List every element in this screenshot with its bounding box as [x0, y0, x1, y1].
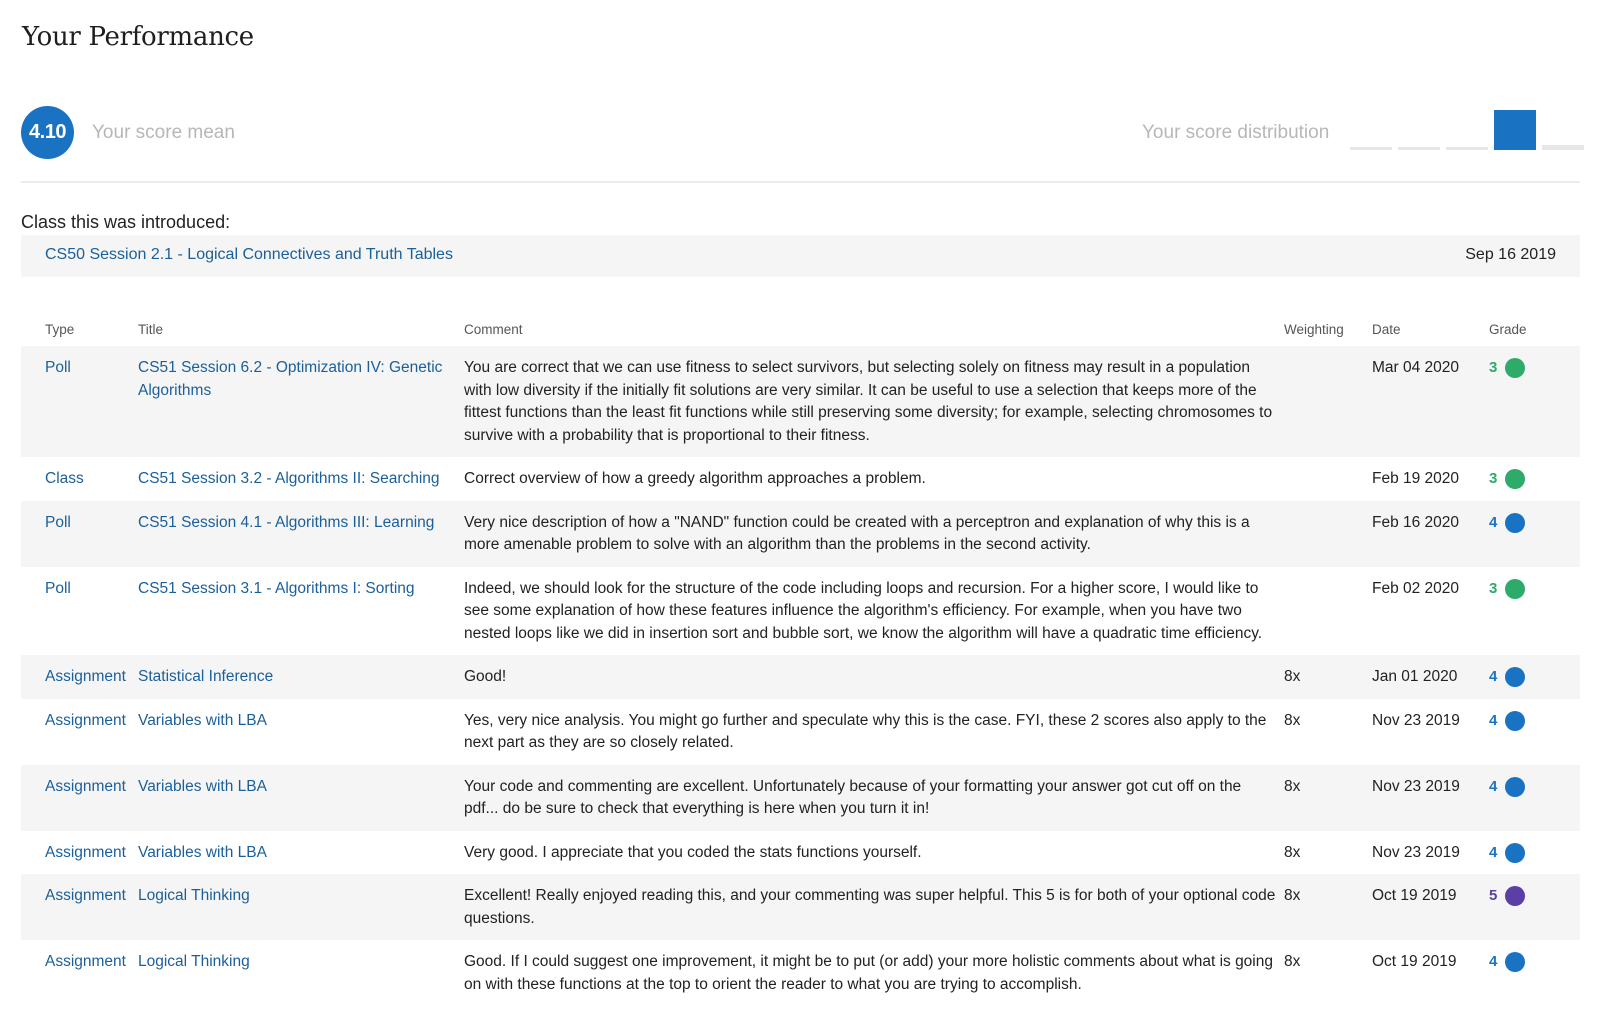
grade-value: 4	[1489, 668, 1498, 685]
header-grade: Grade	[1489, 321, 1527, 337]
table-row	[21, 874, 1580, 940]
header-comment: Comment	[464, 321, 523, 337]
row-date: Feb 16 2020	[1372, 513, 1460, 531]
row-grade	[1489, 699, 1580, 765]
row-type-link[interactable]: Class	[45, 470, 84, 487]
row-type-link[interactable]: Assignment	[45, 668, 126, 685]
table-row	[21, 940, 1580, 1006]
grade-value: 4	[1489, 777, 1498, 795]
table-row	[21, 457, 1580, 501]
header-weighting: Weighting	[1284, 321, 1344, 337]
grades-table-body	[21, 346, 1580, 1006]
row-grade	[1489, 765, 1580, 831]
row-comment: Very good. I appreciate that you coded the stats functions yourself.	[464, 843, 922, 861]
row-title-link[interactable]: Variables with LBA	[138, 843, 267, 861]
grade-dot-icon	[1505, 777, 1525, 797]
score-distribution-chart	[1350, 110, 1586, 150]
row-date: Mar 04 2020	[1372, 359, 1460, 376]
row-grade	[1489, 567, 1580, 656]
row-weighting: 8x	[1284, 711, 1301, 729]
section-divider	[21, 181, 1580, 183]
row-comment: Yes, very nice analysis. You might go further and speculate why this is the case. FYI, these 2 scores also apply to the next part as they are so closely related.	[464, 711, 1267, 751]
row-comment: Good. If I could suggest one improvement, it might be to put (or add) your more holistic comments about what is going on with these functions at the top to orient the reader to what you are trying to accomplish.	[464, 953, 1273, 993]
distribution-bar-3	[1446, 147, 1488, 150]
row-type-link[interactable]: Assignment	[45, 711, 126, 729]
row-type-link[interactable]: Poll	[45, 579, 71, 597]
row-date: Feb 19 2020	[1372, 470, 1460, 487]
row-weighting: 8x	[1284, 887, 1301, 904]
grade-dot-icon	[1505, 843, 1525, 863]
grade-value: 3	[1489, 359, 1498, 376]
distribution-bar-4	[1494, 110, 1536, 150]
grade-value: 4	[1489, 843, 1498, 861]
table-row	[21, 501, 1580, 567]
row-type-link[interactable]: Poll	[45, 513, 71, 531]
table-row	[21, 346, 1580, 457]
score-distribution-label: Your score distribution	[1142, 122, 1330, 143]
grade-dot-icon	[1505, 711, 1525, 731]
row-date: Oct 19 2019	[1372, 953, 1457, 970]
row-type-link[interactable]: Assignment	[45, 843, 126, 861]
grade-dot-icon	[1505, 358, 1525, 378]
row-date: Nov 23 2019	[1372, 777, 1460, 795]
row-title-link[interactable]: Variables with LBA	[138, 777, 267, 795]
row-grade	[1489, 457, 1580, 501]
grades-table	[21, 312, 1580, 1006]
row-date: Feb 02 2020	[1372, 579, 1460, 597]
row-title-link[interactable]: CS51 Session 4.1 - Algorithms III: Learning	[138, 513, 435, 531]
row-title-link[interactable]: Statistical Inference	[138, 668, 274, 685]
row-grade	[1489, 940, 1580, 1006]
row-type-link[interactable]: Poll	[45, 359, 71, 376]
header-date: Date	[1372, 321, 1401, 337]
distribution-bar-1	[1350, 147, 1392, 150]
grade-value: 4	[1489, 711, 1498, 729]
row-date: Nov 23 2019	[1372, 711, 1460, 729]
grade-value: 5	[1489, 887, 1498, 904]
row-grade	[1489, 831, 1580, 875]
table-row	[21, 831, 1580, 875]
row-comment: Indeed, we should look for the structure of the code including loops and recursion. For a higher score, I would like to see some explanation of how these features influence the algorithm's efficiency. For example, when you have two nested loops like we did in insertion sort and bubble sort, we know the algorithm will have a quadratic time efficiency.	[464, 579, 1263, 642]
class-introduced-date: Sep 16 2019	[1465, 246, 1556, 263]
grade-value: 3	[1489, 579, 1498, 597]
header-type: Type	[45, 321, 75, 337]
page-title: Your Performance	[22, 22, 254, 52]
row-weighting	[1284, 457, 1372, 501]
score-mean-badge: 4.10	[21, 106, 74, 159]
table-row	[21, 765, 1580, 831]
grade-value: 3	[1489, 470, 1498, 487]
row-grade	[1489, 346, 1580, 457]
table-header-row	[21, 312, 1580, 346]
row-title-link[interactable]: CS51 Session 6.2 - Optimization IV: Genetic Algorithms	[138, 359, 443, 399]
grade-dot-icon	[1505, 886, 1525, 906]
grade-dot-icon	[1505, 579, 1525, 599]
row-comment: Correct overview of how a greedy algorithm approaches a problem.	[464, 470, 926, 487]
score-mean-label: Your score mean	[92, 122, 235, 143]
row-weighting: 8x	[1284, 843, 1301, 861]
row-comment: Very nice description of how a "NAND" function could be created with a perceptron and explanation of why this is a more amenable problem to solve with an algorithm than the problems in the second activity.	[464, 513, 1250, 553]
row-comment: Your code and commenting are excellent. Unfortunately because of your formatting your answer got cut off on the pdf... do be sure to check that everything is here when you turn it in!	[464, 777, 1242, 817]
table-row	[21, 567, 1580, 656]
grade-value: 4	[1489, 513, 1498, 531]
row-title-link[interactable]: Logical Thinking	[138, 887, 250, 904]
distribution-bar-5	[1542, 145, 1584, 150]
grade-dot-icon	[1505, 469, 1525, 489]
row-weighting: 8x	[1284, 777, 1301, 795]
row-type-link[interactable]: Assignment	[45, 777, 126, 795]
distribution-bar-2	[1398, 147, 1440, 150]
row-title-link[interactable]: Logical Thinking	[138, 953, 250, 970]
row-date: Nov 23 2019	[1372, 843, 1460, 861]
grade-dot-icon	[1505, 667, 1525, 687]
grade-value: 4	[1489, 953, 1498, 970]
class-introduced-label: Class this was introduced:	[21, 212, 231, 232]
row-date: Jan 01 2020	[1372, 668, 1458, 685]
row-weighting: 8x	[1284, 668, 1301, 685]
row-grade	[1489, 655, 1580, 699]
row-type-link[interactable]: Assignment	[45, 887, 126, 904]
class-introduced-link[interactable]: CS50 Session 2.1 - Logical Connectives and Truth Tables	[45, 246, 453, 263]
table-row	[21, 699, 1580, 765]
header-title: Title	[138, 321, 164, 337]
row-type-link[interactable]: Assignment	[45, 953, 126, 970]
row-title-link[interactable]: Variables with LBA	[138, 711, 267, 729]
grade-dot-icon	[1505, 513, 1525, 533]
row-weighting	[1284, 501, 1372, 567]
row-date: Oct 19 2019	[1372, 887, 1457, 904]
row-comment: You are correct that we can use fitness to select survivors, but selecting solely on fitness may result in a population with low diversity if the initially fit solutions are very similar. It can be useful to use a selection that keeps more of the fittest functions than the least fit functions while still preserving some diversity; for example, selecting chromosomes to survive with a probability that is proportional to their fitness.	[464, 359, 1273, 444]
row-title-link[interactable]: CS51 Session 3.1 - Algorithms I: Sorting	[138, 579, 415, 597]
row-weighting: 8x	[1284, 953, 1301, 970]
table-row	[21, 655, 1580, 699]
class-introduced-row	[21, 235, 1580, 277]
row-comment: Good!	[464, 668, 507, 685]
row-weighting	[1284, 567, 1372, 656]
grade-dot-icon	[1505, 952, 1525, 972]
row-grade	[1489, 501, 1580, 567]
row-title-link[interactable]: CS51 Session 3.2 - Algorithms II: Searching	[138, 470, 440, 487]
row-grade	[1489, 874, 1580, 940]
row-comment: Excellent! Really enjoyed reading this, and your commenting was super helpful. This 5 is for both of your optional code questions.	[464, 887, 1276, 927]
row-weighting	[1284, 346, 1372, 457]
